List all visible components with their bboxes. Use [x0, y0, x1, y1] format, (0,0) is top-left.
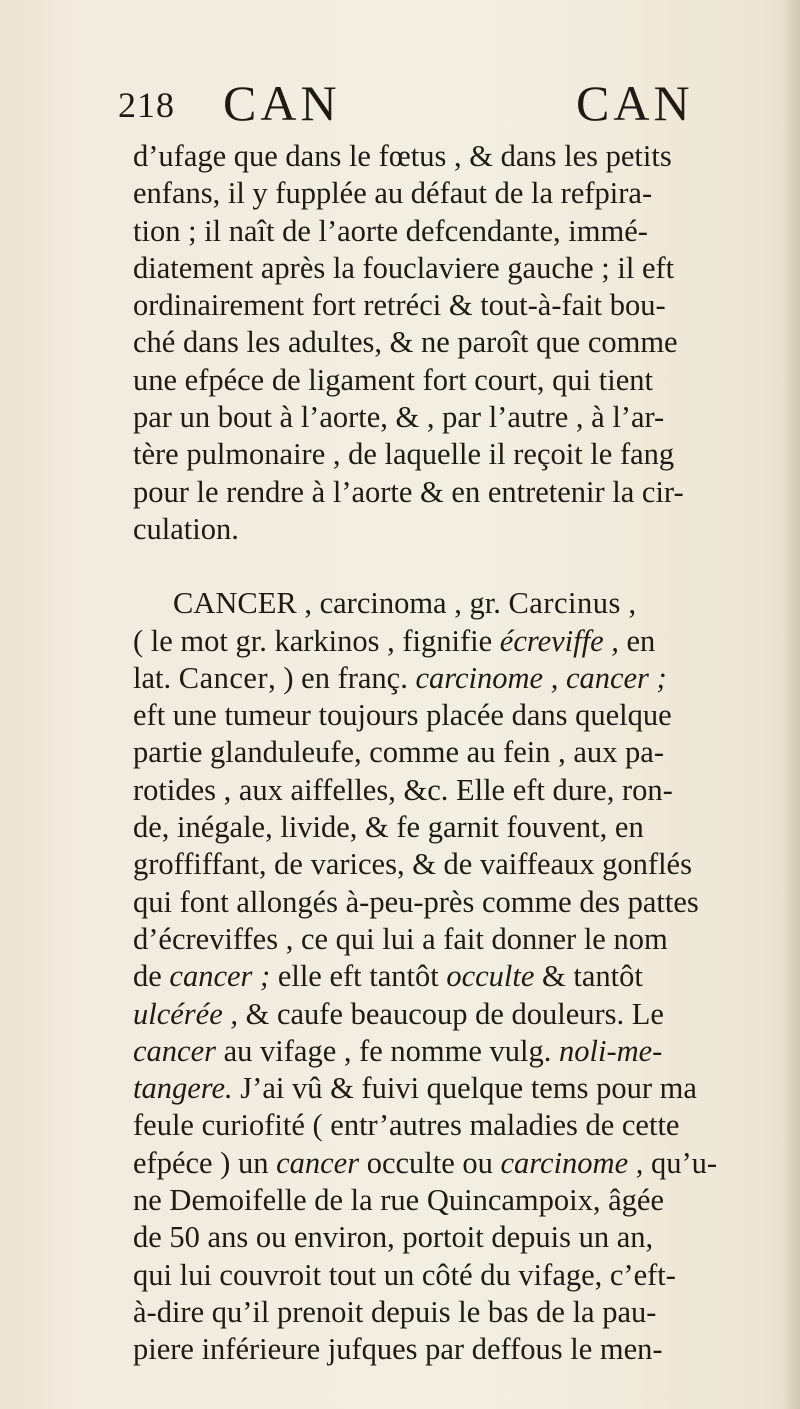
italic-term: occulte — [446, 959, 535, 994]
text-line: de, inégale, livide, & fe garnit fouvent, en — [133, 810, 644, 845]
italic-term: cancer ; — [169, 959, 271, 994]
text-line: piere inférieure jufques par deffous le men- — [133, 1332, 663, 1367]
italic-term: cancer — [276, 1145, 360, 1180]
text-line: qui font allongés à-peu-près comme des pattes — [133, 884, 699, 919]
italic-term: écreviffe , — [499, 623, 619, 658]
text-line: cancer au vifage , fe nomme vulg. noli-me- — [133, 1033, 663, 1068]
text-line: une efpéce de ligament fort court, qui tient — [133, 362, 653, 397]
paragraph-gap — [133, 548, 765, 585]
text-line: ulcérée , & caufe beaucoup de douleurs. Le — [133, 996, 664, 1031]
italic-term: carcinome , — [500, 1145, 644, 1180]
text-line: eft une tumeur toujours placée dans quelque — [133, 698, 672, 733]
text-line: lat. Cancer, ) en franç. carcinome , cancer ; — [133, 660, 667, 695]
italic-term: carcinome , cancer ; — [415, 660, 667, 695]
small-caps-term: Cancer — [178, 660, 269, 695]
italic-term: noli-me- — [559, 1033, 663, 1068]
text-line: pour le rendre à l’aorte & en entretenir la cir- — [133, 474, 684, 509]
italic-term: cancer — [133, 1033, 216, 1068]
text-line: d’écreviffes , ce qui lui a fait donner le nom — [133, 921, 668, 956]
text-line: enfans, il y fupplée au défaut de la refpira- — [133, 176, 653, 211]
text-line: rotides , aux aiffelles, &c. Elle eft dure, ron- — [133, 772, 673, 807]
entry-headword-line: CANCER , carcinoma , gr. Carcinus , — [173, 586, 637, 621]
page-header — [118, 72, 694, 131]
text-line: tangere. J’ai vû & fuivi quelque tems pour ma — [133, 1071, 697, 1106]
page-edge-shadow — [782, 0, 800, 1409]
text-line: par un bout à l’aorte, & , par l’autre , à l’ar- — [133, 400, 665, 435]
text-line: feule curiofité ( entr’autres maladies de cette — [133, 1108, 680, 1143]
text-line: qui lui couvroit tout un côté du vifage, c’eft- — [133, 1257, 676, 1292]
text-line: efpéce ) un cancer occulte ou carcinome , qu’u- — [133, 1145, 718, 1180]
text-line: ( le mot gr. karkinos , fignifie écreviffe , en — [133, 623, 656, 658]
body-text — [133, 138, 765, 1369]
running-head-right: CAN — [576, 75, 694, 131]
text-line: de cancer ; elle eft tantôt occulte & tantôt — [133, 959, 643, 994]
text-line: tion ; il naît de l’aorte defcendante, immé- — [133, 213, 648, 248]
italic-term: tangere. — [133, 1071, 233, 1106]
text-line: à-dire qu’il prenoit depuis le bas de la pau- — [133, 1294, 657, 1329]
text-line: tère pulmonaire , de laquelle il reçoit le fang — [133, 437, 675, 472]
page-number: 218 — [118, 85, 175, 125]
text-line: d’ufage que dans le fœtus , & dans les petits — [133, 139, 672, 173]
text-line: partie glanduleufe, comme au fein , aux pa- — [133, 735, 664, 770]
text-line: diatement après la fouclaviere gauche ; il eft — [133, 250, 675, 285]
paragraph-ductus — [133, 138, 765, 548]
text-line: de 50 ans ou environ, portoit depuis un an, — [133, 1220, 654, 1255]
text-line: ché dans les adultes, & ne paroît que comme — [133, 325, 678, 360]
text-line: ordinairement fort retréci & tout-à-fait bou- — [133, 288, 666, 323]
italic-term: ulcérée , — [133, 996, 238, 1031]
small-caps-term: Carcinus — [508, 586, 621, 621]
paragraph-cancer — [133, 585, 765, 1368]
text-line: ne Demoifelle de la rue Quincampoix, âgée — [133, 1183, 664, 1218]
text-line: culation. — [133, 511, 239, 546]
text-line: groffiffant, de varices, & de vaiffeaux gonflés — [133, 847, 692, 882]
running-head-left: CAN — [223, 75, 341, 131]
